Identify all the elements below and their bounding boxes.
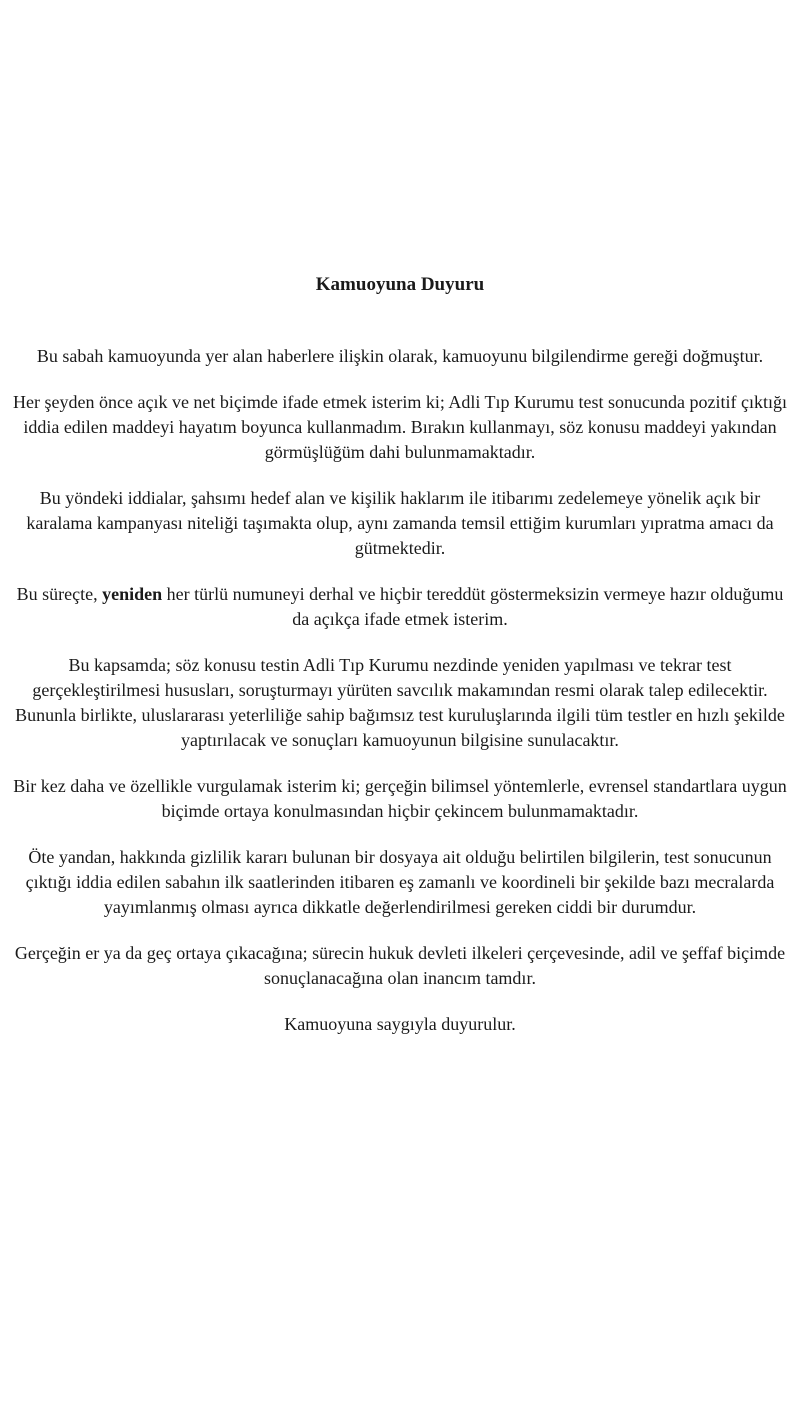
paragraph-sample-offer [13, 582, 787, 632]
paragraph-denial: Her şeyden önce açık ve net biçimde ifade etmek isterim ki; Adli Tıp Kurumu test sonucunda pozitif çıktığı iddia edilen maddeyi hayatım boyunca kullanmadım. Bırakın kullanmayı, söz konusu maddeyi yakından görmüşlüğüm dahi bulunmamaktadır. [13, 392, 787, 462]
paragraph-scientific-methods: Bir kez daha ve özellikle vurgulamak isterim ki; gerçeğin bilimsel yöntemlerle, evrensel standartlara uygun biçimde ortaya konulmasından hiçbir çekincem bulunmamaktadır. [13, 776, 787, 821]
paragraph-rule-of-law: Gerçeğin er ya da geç ortaya çıkacağına; sürecin hukuk devleti ilkeleri çerçevesinde, adil ve şeffaf biçimde sonuçlanacağına olan inancım tamdır. [14, 943, 786, 988]
paragraph-retest-request: Bu kapsamda; söz konusu testin Adli Tıp Kurumu nezdinde yeniden yapılması ve tekrar test gerçekleştirilmesi hususları, soruşturmayı yürüten savcılık makamından resmi olarak talep edilecektir. [32, 655, 768, 700]
paragraph-independent-tests: Bununla birlikte, uluslararası yeterliliğe sahip bağımsız test kuruluşlarında ilgili tüm testler en hızlı şekilde yaptırılacak ve sonuçları kamuoyunun bilgisine sunulacaktır. [15, 705, 785, 750]
closing-statement: Kamuoyuna saygıyla duyurulur. [284, 1014, 516, 1034]
document-title: Kamuoyuna Duyuru [315, 274, 485, 295]
paragraph-sample-offer-pre: Bu süreçte, [16, 584, 103, 604]
paragraph-intro: Bu sabah kamuoyunda yer alan haberlere ilişkin olarak, kamuoyunu bilgilendirme gereği doğmuştur. [36, 346, 764, 366]
paragraph-confidentiality-leak: Öte yandan, hakkında gizlilik kararı bulunan bir dosyaya ait olduğu belirtilen bilgilerin, test sonucunun çıktığı iddia edilen sabahın ilk saatlerinden itibaren eş zamanlı ve koordineli bir şekilde bazı mecralarda yayımlanmış olması ayrıca dikkatle değerlendirilmesi gereken ciddi bir durumdur. [25, 847, 775, 917]
paragraph-smear-campaign: Bu yöndeki iddialar, şahsımı hedef alan ve kişilik haklarım ile itibarımı zedelemeye yönelik açık bir karalama kampanyası niteliği taşımakta olup, aynı zamanda temsil ettiğim kurumları yıpratma amacı da gütmektedir. [26, 488, 774, 558]
paragraph-sample-offer-bold: yeniden [102, 584, 163, 604]
paragraph-sample-offer-post: her türlü numuneyi derhal ve hiçbir tereddüt göstermeksizin vermeye hazır olduğumu da açıkça ifade etmek isterim. [162, 584, 784, 629]
